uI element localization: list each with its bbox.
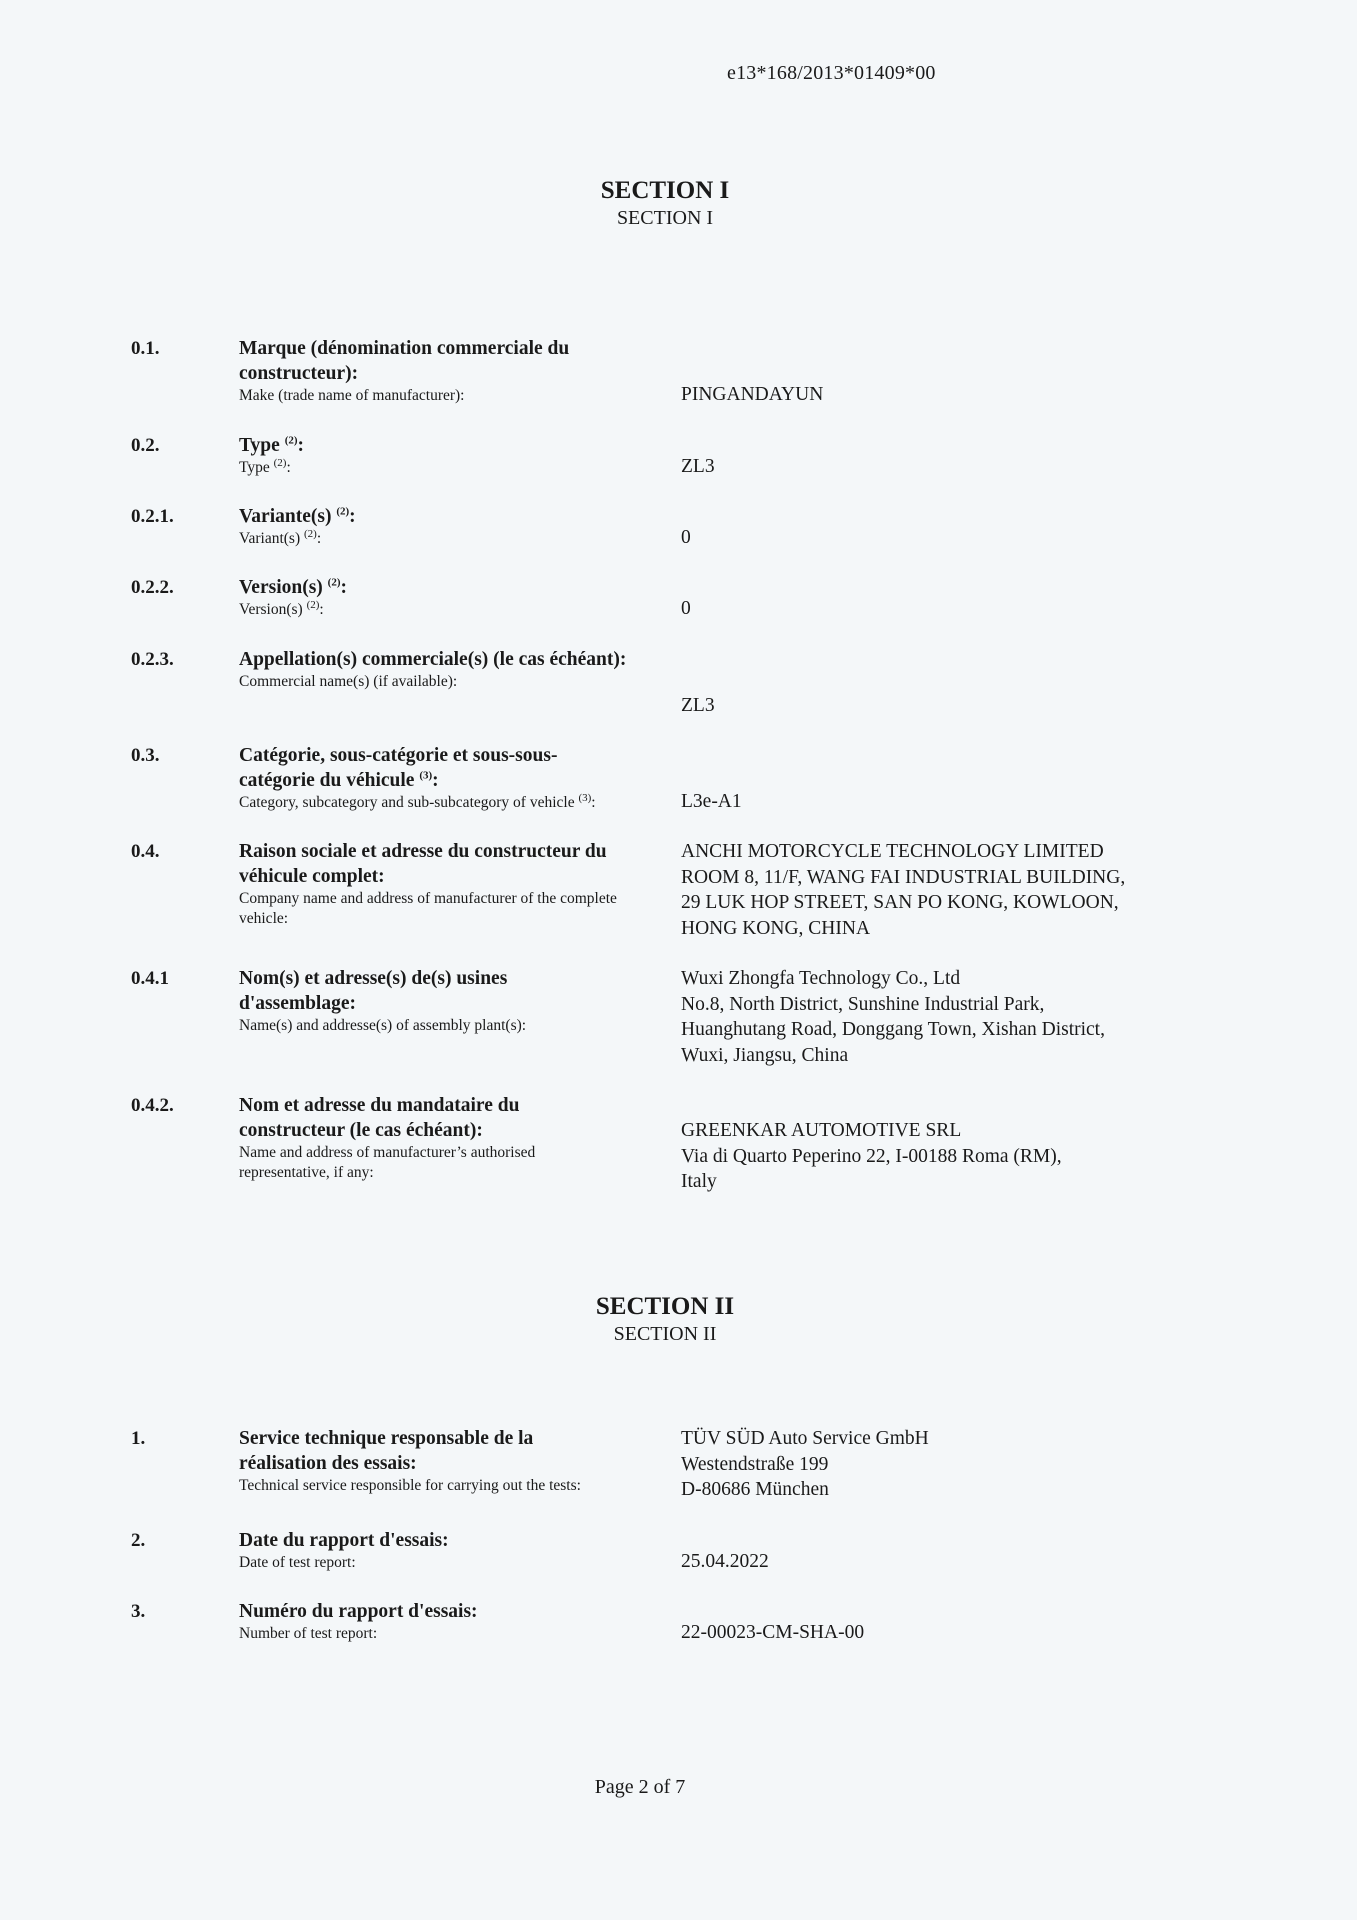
field-label-fr-text: Numéro du rapport d'essais: xyxy=(239,1601,478,1622)
field-label-fr-suffix: : xyxy=(432,770,439,791)
field-label-en: Make (trade name of manufacturer): xyxy=(239,387,465,404)
section-2-subtitle: SECTION II xyxy=(613,1323,717,1345)
field-label-fr xyxy=(239,1528,659,1573)
field-number: 0.4. xyxy=(131,841,160,862)
footnote-ref: (2) xyxy=(304,527,317,540)
field-number: 0.4.2. xyxy=(131,1095,174,1116)
field-label-fr xyxy=(239,966,599,1036)
field-label-en-text: Category, subcategory and sub-subcategory of vehicle xyxy=(239,794,575,811)
field-label-fr-text: Type xyxy=(239,435,280,456)
field-label-en: Name and address of manufacturer’s authorised representative, if any: xyxy=(239,1144,536,1181)
field-number: 0.3. xyxy=(131,745,160,766)
field-label-en-text: Version(s) xyxy=(239,601,303,618)
value-line: ANCHI MOTORCYCLE TECHNOLOGY LIMITED xyxy=(681,841,1104,862)
field-value xyxy=(681,1118,1321,1195)
field-value: PINGANDAYUN xyxy=(681,384,824,405)
field-label-en xyxy=(239,600,659,620)
field-label-en: Commercial name(s) (if available): xyxy=(239,673,458,690)
field-label-fr-text: Catégorie, sous-catégorie et sous-sous-catégorie du véhicule xyxy=(239,745,558,791)
value-line: Westendstraße 199 xyxy=(681,1453,829,1475)
value-line: No.8, North District, Sunshine Industrial Park, xyxy=(681,993,1045,1015)
field-label-fr xyxy=(239,575,659,620)
field-value: 0 xyxy=(681,598,691,619)
section-1-title: SECTION I xyxy=(600,177,730,204)
field-label-fr xyxy=(239,1093,599,1183)
footnote-ref: (3) xyxy=(419,769,433,782)
field-label-fr-text: Variante(s) xyxy=(239,506,332,527)
footnote-ref: (2) xyxy=(306,598,320,611)
field-value: 0 xyxy=(681,527,691,548)
value-line: D-80686 München xyxy=(681,1479,829,1500)
value-line: Italy xyxy=(681,1171,717,1192)
field-value xyxy=(681,966,1321,1068)
value-line: Via di Quarto Peperino 22, I-00188 Roma (RM), xyxy=(681,1145,1062,1167)
field-label-fr-text: Version(s) xyxy=(239,577,323,598)
field-number: 0.1. xyxy=(131,338,160,359)
value-line: TÜV SÜD Auto Service GmbH xyxy=(681,1428,929,1449)
field-label-fr-suffix: : xyxy=(349,506,356,527)
field-label-en: Technical service responsible for carrying out the tests: xyxy=(239,1477,581,1494)
field-label-fr xyxy=(239,1426,659,1496)
field-label-en-suffix: : xyxy=(316,530,322,547)
field-label-en-suffix: : xyxy=(591,794,596,811)
field-value: 25.04.2022 xyxy=(681,1551,769,1572)
field-label-en-text: Variant(s) xyxy=(239,530,301,547)
field-label-en: Name(s) and addresse(s) of assembly plant(s): xyxy=(239,1017,527,1034)
field-number: 0.4.1 xyxy=(131,968,169,989)
field-label-fr xyxy=(239,433,659,478)
field-label-fr-text: Raison sociale et adresse du constructeur du véhicule complet: xyxy=(239,841,607,887)
field-value: ZL3 xyxy=(681,695,715,716)
field-label-fr xyxy=(239,1599,659,1644)
field-label-en xyxy=(239,458,659,478)
value-line: Wuxi Zhongfa Technology Co., Ltd xyxy=(681,968,961,989)
field-label-fr xyxy=(239,336,659,406)
field-label-en: Company name and address of manufacturer of the complete vehicle: xyxy=(239,890,617,927)
field-number: 3. xyxy=(131,1601,146,1622)
field-number: 1. xyxy=(131,1428,146,1449)
page-number: Page 2 of 7 xyxy=(594,1776,686,1798)
field-value: 22-00023-CM-SHA-00 xyxy=(681,1622,865,1643)
field-number: 2. xyxy=(131,1530,146,1551)
field-label-en xyxy=(239,793,619,813)
section-1-subtitle: SECTION I xyxy=(616,207,714,229)
value-line: ROOM 8, 11/F, WANG FAI INDUSTRIAL BUILDING, xyxy=(681,866,1126,888)
field-value: ZL3 xyxy=(681,456,715,477)
footnote-ref: (3) xyxy=(578,791,592,804)
field-label-fr xyxy=(239,647,629,692)
field-label-fr-suffix: : xyxy=(340,577,347,598)
field-label-en: Date of test report: xyxy=(239,1554,356,1571)
field-label-fr-text: Marque (dénomination commerciale du constructeur): xyxy=(239,338,570,384)
field-value xyxy=(681,1426,1321,1503)
section-2-header xyxy=(0,1292,1330,1346)
section-1-header xyxy=(0,176,1330,230)
value-line: Huanghutang Road, Donggang Town, Xishan District, xyxy=(681,1019,1105,1040)
field-label-fr-text: Date du rapport d'essais: xyxy=(239,1530,449,1551)
footnote-ref: (2) xyxy=(336,505,350,518)
field-label-fr-suffix: : xyxy=(297,435,305,456)
value-line: HONG KONG, CHINA xyxy=(681,917,871,939)
field-number: 0.2.1. xyxy=(131,506,174,527)
field-label-fr-text: Appellation(s) commerciale(s) (le cas échéant): xyxy=(239,649,627,670)
field-number: 0.2.2. xyxy=(131,577,174,598)
field-label-fr-text: Nom et adresse du mandataire du constructeur (le cas échéant): xyxy=(239,1095,520,1141)
field-number: 0.2. xyxy=(131,435,160,456)
value-line: 29 LUK HOP STREET, SAN PO KONG, KOWLOON, xyxy=(681,892,1119,913)
footnote-ref: (2) xyxy=(273,456,287,469)
footnote-ref: (2) xyxy=(327,576,341,589)
document-reference: e13*168/2013*01409*00 xyxy=(727,62,936,84)
field-label-en: Number of test report: xyxy=(239,1625,378,1642)
field-value: L3e-A1 xyxy=(681,791,742,812)
field-label-fr-text: Service technique responsable de la réalisation des essais: xyxy=(239,1428,534,1474)
field-label-en-suffix: : xyxy=(286,459,291,476)
value-line: GREENKAR AUTOMOTIVE SRL xyxy=(681,1120,962,1141)
field-number: 0.2.3. xyxy=(131,649,174,670)
section-2-title: SECTION II xyxy=(595,1293,735,1320)
footnote-ref: (2) xyxy=(284,434,298,447)
value-line: Wuxi, Jiangsu, China xyxy=(681,1044,849,1066)
field-label-fr-text: Nom(s) et adresse(s) de(s) usines d'assemblage: xyxy=(239,968,508,1014)
field-label-fr xyxy=(239,504,659,549)
field-label-en-text: Type xyxy=(239,459,270,476)
field-label-fr xyxy=(239,839,669,929)
field-label-en-suffix: : xyxy=(319,601,324,618)
field-label-fr xyxy=(239,743,619,813)
field-value xyxy=(681,839,1321,941)
field-label-en xyxy=(239,529,659,549)
